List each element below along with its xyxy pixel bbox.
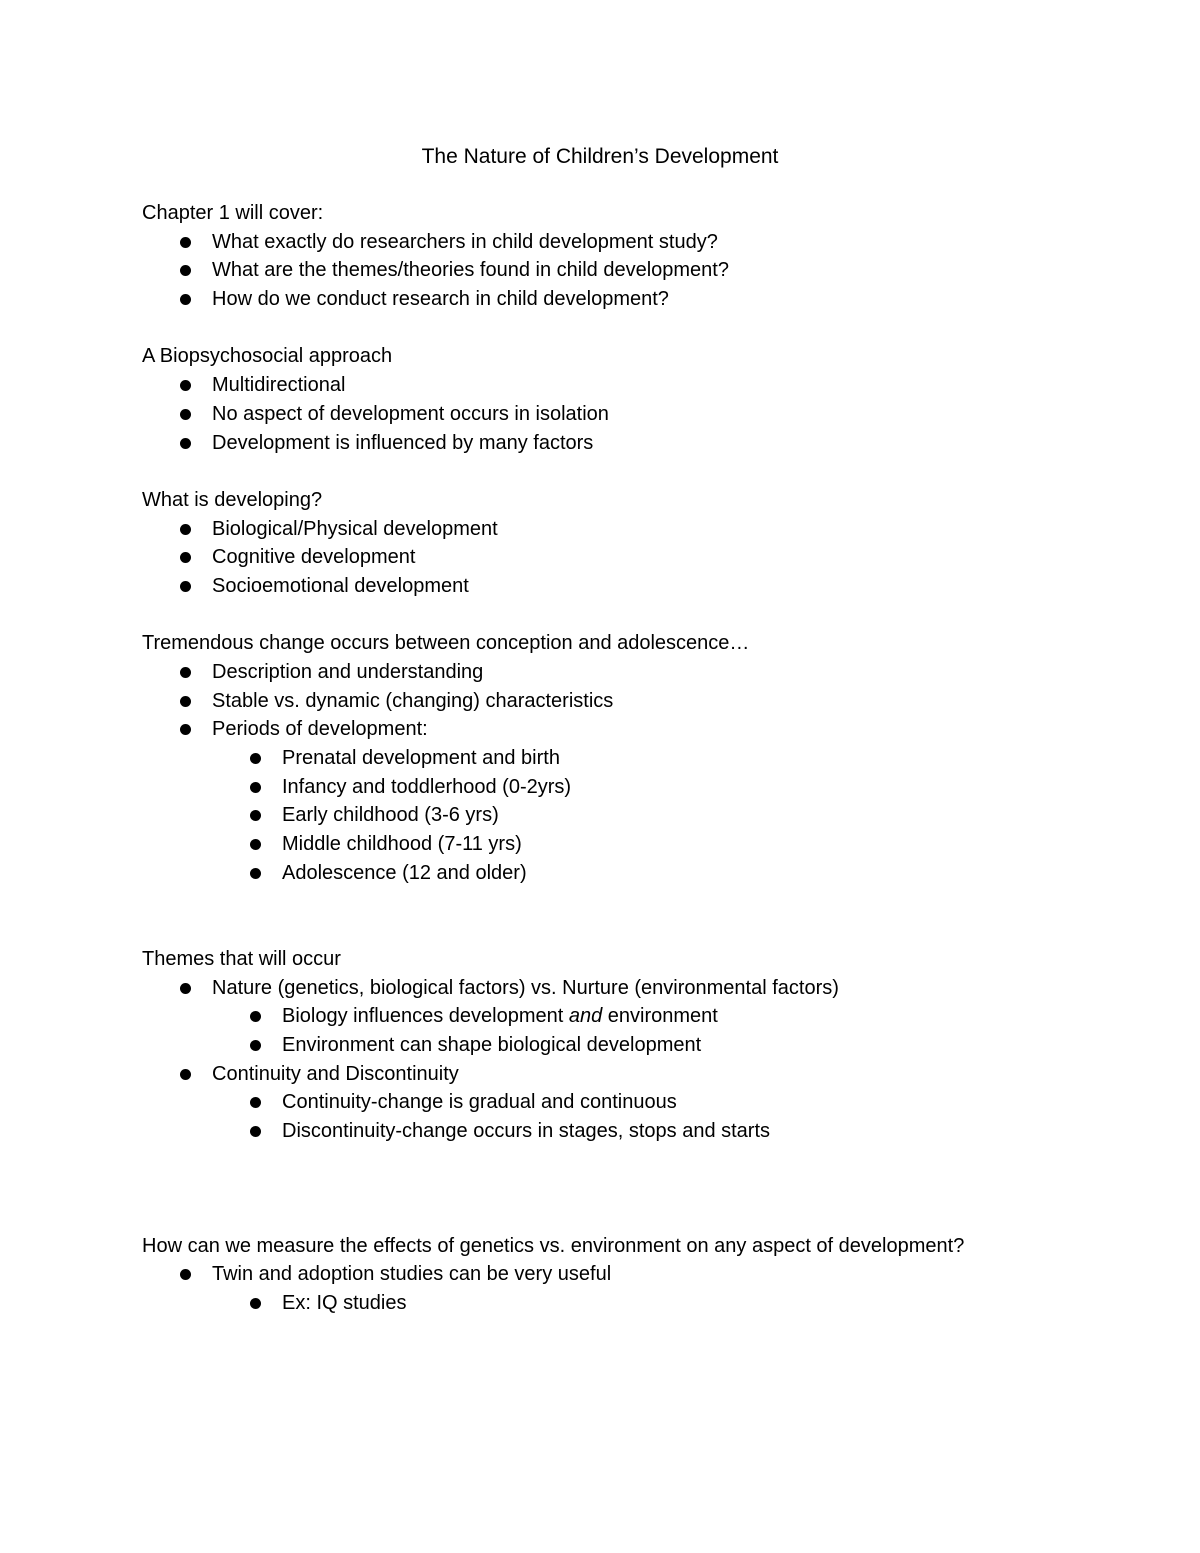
- bullet-icon: [250, 1097, 261, 1108]
- sub-list-item: [142, 859, 1142, 888]
- list-item-text: Description and understanding: [212, 661, 484, 683]
- document-body: [142, 199, 1142, 1318]
- bullet-icon: [180, 524, 191, 535]
- section-heading: How can we measure the effects of genetics vs. environment on any aspect of development?: [142, 1234, 965, 1257]
- sub-list-item-text: [282, 1005, 718, 1027]
- list-item: [142, 572, 1142, 601]
- bullet-icon: [180, 265, 191, 276]
- list-item-text: Twin and adoption studies can be very useful: [212, 1263, 612, 1286]
- bullet-icon: [180, 983, 191, 994]
- bullet-icon: [250, 782, 261, 793]
- list-item-text: Socioemotional development: [212, 574, 469, 597]
- bullet-icon: [250, 1126, 261, 1137]
- bullet-icon: [250, 810, 261, 821]
- text-run: Biology influences development: [282, 1005, 569, 1028]
- section-heading: What is developing?: [142, 488, 323, 511]
- sub-list-item-text: Ex: IQ studies: [282, 1292, 407, 1315]
- list-item-text: Stable vs. dynamic (changing) characteristics: [212, 689, 614, 712]
- list-item-text: What are the themes/theories found in child development?: [212, 259, 729, 282]
- emphasis-text: and: [568, 1005, 603, 1028]
- bullet-icon: [250, 1040, 261, 1051]
- list-item-text: What exactly do researchers in child development study?: [212, 230, 718, 253]
- section-heading: Themes that will occur: [142, 947, 341, 970]
- sub-list-item-text: Continuity-change is gradual and continuous: [282, 1091, 677, 1114]
- list-item: [142, 400, 1142, 429]
- list-item: [142, 371, 1142, 400]
- list-item-text: Nature (genetics, biological factors) vs. Nurture (environmental factors): [212, 976, 839, 999]
- list-item: [142, 515, 1142, 544]
- sub-list-item-text: Environment can shape biological development: [282, 1033, 702, 1056]
- spacer: [142, 314, 1142, 343]
- bullet-icon: [250, 839, 261, 850]
- list-item: [142, 543, 1142, 572]
- sub-list-item: [142, 1002, 1142, 1031]
- bullet-icon: [250, 753, 261, 764]
- bullet-icon: [180, 581, 191, 592]
- sub-list-item: [142, 830, 1142, 859]
- list-item: [142, 715, 1142, 744]
- sub-list-item: [142, 1289, 1142, 1318]
- list-item: [142, 1260, 1142, 1289]
- bullet-icon: [180, 724, 191, 735]
- list-item: [142, 1060, 1142, 1089]
- spacer: [142, 457, 1142, 486]
- bullet-icon: [180, 380, 191, 391]
- bullet-icon: [250, 1011, 261, 1022]
- bullet-icon: [180, 667, 191, 678]
- bullet-icon: [250, 1298, 261, 1309]
- text-run: environment: [602, 1005, 718, 1028]
- sub-list-item-text: Adolescence (12 and older): [282, 861, 527, 884]
- sub-list-item: [142, 1117, 1142, 1146]
- sub-list-item-text: Prenatal development and birth: [282, 747, 560, 770]
- list-item-text: How do we conduct research in child development?: [212, 288, 669, 311]
- section-heading: Chapter 1 will cover:: [142, 202, 324, 224]
- sub-list-item-text: Infancy and toddlerhood (0-2yrs): [282, 775, 572, 798]
- list-item-text: Cognitive development: [212, 546, 416, 569]
- sub-list-item-text: Early childhood (3-6 yrs): [282, 804, 499, 827]
- bullet-icon: [250, 868, 261, 879]
- list-item-text: Development is influenced by many factors: [212, 431, 594, 454]
- bullet-icon: [180, 696, 191, 707]
- sub-list-item: [142, 801, 1142, 830]
- bullet-icon: [180, 1269, 191, 1280]
- bullet-icon: [180, 1069, 191, 1080]
- spacer: [142, 601, 1142, 630]
- sub-list-item: [142, 773, 1142, 802]
- sub-list-item: [142, 744, 1142, 773]
- spacer: [142, 1174, 1142, 1203]
- section-heading: A Biopsychosocial approach: [142, 345, 393, 368]
- bullet-icon: [180, 438, 191, 449]
- list-item-text: Biological/Physical development: [212, 517, 498, 540]
- spacer: [142, 1146, 1142, 1175]
- list-item: [142, 228, 1142, 257]
- list-item-text: Periods of development:: [212, 718, 428, 741]
- sub-list-item-text: Discontinuity-change occurs in stages, stops and starts: [282, 1120, 771, 1142]
- list-item: [142, 256, 1142, 285]
- sub-list-item: [142, 1031, 1142, 1060]
- list-item: [142, 429, 1142, 458]
- list-item-text: Multidirectional: [212, 374, 346, 397]
- list-item: [142, 658, 1142, 687]
- document-title: The Nature of Children’s Development: [421, 145, 779, 168]
- sub-list-item: [142, 1088, 1142, 1117]
- list-item: [142, 687, 1142, 716]
- bullet-icon: [180, 409, 191, 420]
- list-item: [142, 974, 1142, 1003]
- sub-list-item-text: Middle childhood (7-11 yrs): [282, 833, 522, 856]
- section-heading: Tremendous change occurs between conception and adolescence…: [142, 632, 750, 655]
- bullet-icon: [180, 294, 191, 305]
- bullet-icon: [180, 552, 191, 563]
- list-item: [142, 285, 1142, 314]
- list-item-text: Continuity and Discontinuity: [212, 1062, 459, 1085]
- list-item-text: No aspect of development occurs in isolation: [212, 402, 609, 425]
- spacer: [142, 916, 1142, 945]
- spacer: [142, 888, 1142, 917]
- bullet-icon: [180, 237, 191, 248]
- spacer: [142, 1203, 1142, 1232]
